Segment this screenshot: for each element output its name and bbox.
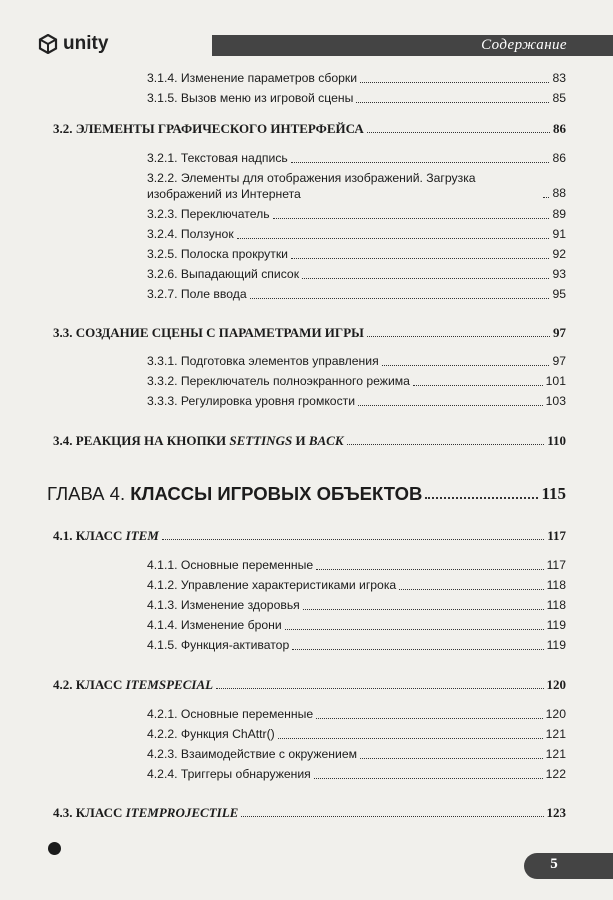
toc-entry-title: 3.2.5. Полоска прокрутки [147,247,288,261]
toc-chapter-page: 115 [541,484,566,503]
leader-dots [241,816,543,817]
toc-entry-title: 4.1.2. Управление характеристиками игрока [147,578,397,592]
leader-dots [358,405,543,406]
toc-entry-3-2-2[interactable] [147,170,566,202]
toc-entry-title: 3.3.1. Подготовка элементов управления [147,354,379,368]
decorative-dot-icon [48,842,61,855]
leader-dots [360,758,543,759]
toc-section-title: 4.2. КЛАСС ITEMSPECIAL [53,677,214,692]
toc-entry-page: 121 [545,727,566,741]
leader-dots [303,609,544,610]
leader-dots [285,629,544,630]
toc-entry-page: 117 [546,558,566,572]
toc-entry-title: 4.1.4. Изменение брони [147,618,282,632]
toc-entry-page: 93 [552,267,566,281]
toc-section-3-3[interactable] [53,324,566,341]
toc-section-page: 86 [553,121,566,136]
toc-entry-page: 122 [545,767,566,781]
toc-section-3-4[interactable] [53,432,566,449]
toc-entry-page: 88 [552,186,566,200]
page-number-tab [524,853,613,879]
leader-dots [543,197,549,198]
toc-entry-page: 101 [545,374,566,388]
toc-entry-3-2-1[interactable] [147,150,566,167]
toc-entry-3-2-3[interactable] [147,206,566,223]
toc-entry-page: 85 [552,91,566,105]
toc-entry-3-2-4[interactable] [147,226,566,243]
toc-section-4-1[interactable] [53,527,566,544]
toc-chapter-4[interactable] [47,483,566,505]
toc-section-3-2[interactable] [53,120,566,137]
toc-entry-title: 4.1.3. Изменение здоровья [147,598,300,612]
leader-dots [425,497,538,499]
toc-entry-3-1-5[interactable] [147,90,566,107]
leader-dots [399,589,543,590]
toc-section-title: 3.3. СОЗДАНИЕ СЦЕНЫ С ПАРАМЕТРАМИ ИГРЫ [53,325,364,340]
toc-entry-3-2-7[interactable] [147,286,566,303]
toc-entry-title: 3.3.2. Переключатель полноэкранного режима [147,374,410,388]
leader-dots [367,336,550,337]
toc-entry-4-1-5[interactable] [147,637,566,654]
toc-entry-title: 3.3.3. Регулировка уровня громкости [147,394,356,408]
toc-entry-page: 119 [546,638,566,652]
toc-entry-title: 4.2.4. Триггеры обнаружения [147,767,311,781]
toc-entry-4-2-4[interactable] [147,766,566,783]
leader-dots [356,102,549,103]
toc-entry-page: 92 [552,247,566,261]
leader-dots [291,258,549,259]
header-title: Содержание [481,37,567,53]
toc-entry-page: 95 [552,287,566,301]
toc-entry-page: 121 [545,747,566,761]
leader-dots [314,778,543,779]
toc-entry-title: 4.2.3. Взаимодействие с окружением [147,747,357,761]
leader-dots [216,688,543,689]
unity-logo-icon [38,34,58,54]
toc-entry-4-1-3[interactable] [147,597,566,614]
toc-entry-page: 103 [545,394,566,408]
toc-section-page: 97 [553,325,566,340]
toc-entry-4-1-4[interactable] [147,617,566,634]
toc-section-title: 3.2. ЭЛЕМЕНТЫ ГРАФИЧЕСКОГО ИНТЕРФЕЙСА [53,121,364,136]
toc-entry-page: 120 [545,707,566,721]
toc-entry-page: 86 [552,151,566,165]
toc-chapter-title: ГЛАВА 4. КЛАССЫ ИГРОВЫХ ОБЪЕКТОВ [47,483,423,504]
toc-entry-3-3-2[interactable] [147,373,566,390]
toc-entry-page: 91 [552,227,566,241]
toc-entry-title: 4.1.5. Функция-активатор [147,638,290,652]
leader-dots [237,238,550,239]
toc-section-4-3[interactable] [53,804,566,821]
header-bar [212,35,613,56]
toc-section-page: 117 [547,528,566,543]
leader-dots [316,718,542,719]
toc-entry-page: 119 [546,618,566,632]
toc-entry-page: 118 [546,598,566,612]
logo-text: unity [63,33,109,54]
toc-section-page: 120 [546,677,566,692]
leader-dots [278,738,543,739]
toc-entry-title: 4.2.2. Функция ChAttr() [147,727,275,741]
toc-entry-3-2-5[interactable] [147,246,566,263]
leader-dots [302,278,549,279]
toc-entry-page: 89 [552,207,566,221]
toc-section-title: 3.4. РЕАКЦИЯ НА КНОПКИ SETTINGS И BACK [53,433,344,448]
toc-section-4-2[interactable] [53,676,566,693]
toc-entry-4-2-1[interactable] [147,706,566,723]
leader-dots [382,365,550,366]
toc-entry-4-2-2[interactable] [147,726,566,743]
toc-entry-page: 118 [546,578,566,592]
toc-entry-4-1-1[interactable] [147,557,566,574]
leader-dots [162,539,544,540]
toc-entry-3-2-6[interactable] [147,266,566,283]
toc-section-title: 4.1. КЛАСС ITEM [53,528,159,543]
page-header [0,32,613,58]
toc-entry-title: 3.1.4. Изменение параметров сборки [147,71,358,85]
toc-entry-title: 4.1.1. Основные переменные [147,558,314,572]
toc-section-page: 110 [547,433,566,448]
toc-entry-4-2-3[interactable] [147,746,566,763]
unity-logo [38,34,108,54]
toc-entry-3-1-4[interactable] [147,70,566,87]
toc-entry-title: 3.2.2. Элементы для отображения изображений. Загрузка изображений из Интернета [147,171,476,201]
toc-entry-page: 97 [552,354,566,368]
toc-entry-title: 3.2.6. Выпадающий список [147,267,300,281]
toc-entry-page: 83 [552,71,566,85]
toc-entry-title: 3.2.4. Ползунок [147,227,234,241]
leader-dots [292,649,543,650]
toc-entry-title: 4.2.1. Основные переменные [147,707,314,721]
toc-entry-title: 3.1.5. Вызов меню из игровой сцены [147,91,354,105]
toc-entry-title: 3.2.7. Поле ввода [147,287,247,301]
leader-dots [316,569,543,570]
toc-section-title: 4.3. КЛАСС ITEMPROJECTILE [53,805,239,820]
page-number: 5 [550,856,558,872]
toc-section-page: 123 [546,805,566,820]
toc-entry-4-1-2[interactable] [147,577,566,594]
toc-entry-3-3-1[interactable] [147,353,566,370]
toc-entry-3-3-3[interactable] [147,393,566,410]
toc-entry-title: 3.2.3. Переключатель [147,207,270,221]
toc-entry-title: 3.2.1. Текстовая надпись [147,151,288,165]
leader-dots [273,218,550,219]
leader-dots [347,444,545,445]
leader-dots [250,298,550,299]
leader-dots [291,162,550,163]
leader-dots [360,82,549,83]
leader-dots [413,385,543,386]
leader-dots [367,132,550,133]
